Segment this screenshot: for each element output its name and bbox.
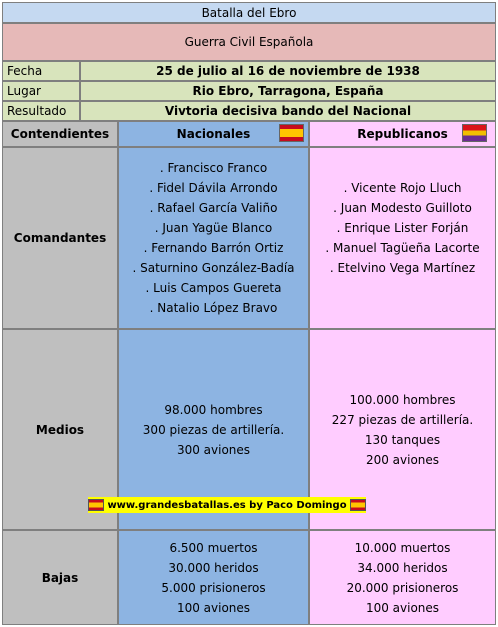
war-name: Guerra Civil Española: [2, 23, 496, 61]
list-item: . Francisco Franco: [159, 161, 268, 175]
list-item: . Natalio López Bravo: [149, 301, 278, 315]
list-item: 227 piezas de artillería.: [331, 413, 474, 427]
battle-title: Batalla del Ebro: [2, 2, 496, 23]
comandantes-nacionales: [118, 147, 309, 329]
info-label-resultado: Resultado: [2, 101, 80, 121]
info-label-lugar: Lugar: [2, 81, 80, 101]
header-republicanos-label: Republicanos: [357, 127, 448, 141]
list-item: 300 piezas de artillería.: [142, 423, 285, 437]
comandantes-republicanos: [309, 147, 496, 329]
list-item: . Juan Modesto Guilloto: [333, 201, 472, 215]
list-item: 98.000 hombres: [164, 403, 263, 417]
list-item: 300 aviones: [176, 443, 251, 457]
list-item: 20.000 prisioneros: [346, 580, 459, 595]
row-label-comandantes: Comandantes: [2, 147, 118, 329]
list-item: 6.500 muertos: [169, 540, 258, 555]
list-item: . Fidel Dávila Arrondo: [149, 181, 278, 195]
list-item: 200 aviones: [365, 453, 440, 467]
header-nacionales-label: Nacionales: [176, 127, 251, 141]
info-value-fecha: 25 de julio al 16 de noviembre de 1938: [80, 61, 496, 81]
spain-flag-icon: [88, 499, 104, 511]
bajas-republicanos: [309, 530, 496, 625]
list-item: . Enrique Lister Forján: [336, 221, 469, 235]
list-item: 30.000 heridos: [168, 560, 259, 575]
republic-flag-icon: [462, 124, 487, 142]
list-item: 5.000 prisioneros: [161, 580, 266, 595]
list-item: . Juan Yagüe Blanco: [154, 221, 273, 235]
list-item: . Vicente Rojo Lluch: [343, 181, 462, 195]
info-value-resultado: Vivtoria decisiva bando del Nacional: [80, 101, 496, 121]
info-value-lugar: Rio Ebro, Tarragona, España: [80, 81, 496, 101]
list-item: 100 aviones: [365, 600, 440, 615]
list-item: . Rafael García Valiño: [149, 201, 278, 215]
list-item: 100 aviones: [176, 600, 251, 615]
list-item: 34.000 heridos: [357, 560, 448, 575]
list-item: . Saturnino González-Badía: [132, 261, 295, 275]
list-item: 100.000 hombres: [349, 393, 456, 407]
row-label-bajas: Bajas: [2, 530, 118, 625]
list-item: . Fernando Barrón Ortiz: [143, 241, 284, 255]
watermark-text: www.grandesbatallas.es by Paco Domingo: [107, 499, 347, 511]
header-contendientes: Contendientes: [2, 121, 118, 147]
website-watermark: [88, 497, 366, 513]
list-item: 130 tanques: [364, 433, 441, 447]
row-label-medios: Medios: [2, 329, 118, 530]
list-item: . Luis Campos Guereta: [145, 281, 282, 295]
list-item: . Etelvino Vega Martínez: [329, 261, 476, 275]
list-item: 10.000 muertos: [354, 540, 451, 555]
list-item: . Manuel Tagüeña Lacorte: [325, 241, 480, 255]
bajas-nacionales: [118, 530, 309, 625]
spain-flag-icon: [279, 124, 304, 142]
info-label-fecha: Fecha: [2, 61, 80, 81]
spain-flag-icon: [350, 499, 366, 511]
